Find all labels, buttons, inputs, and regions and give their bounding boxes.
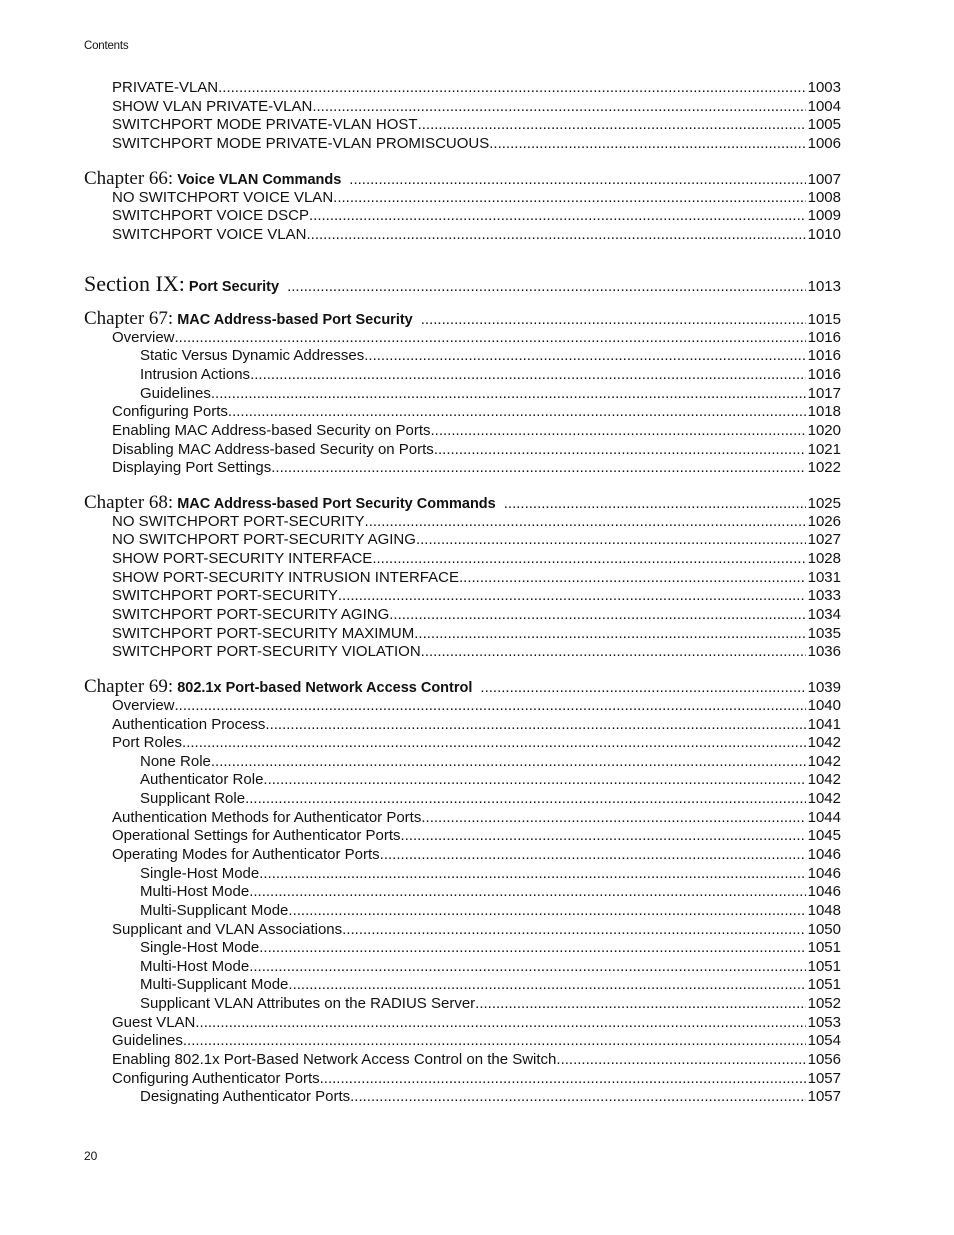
dot-leader — [414, 625, 805, 644]
dot-leader — [309, 207, 806, 226]
dot-leader — [338, 587, 806, 606]
toc-subentry[interactable] — [140, 883, 841, 902]
toc-subentry[interactable] — [140, 958, 841, 977]
toc-entry-page: 1051 — [807, 976, 841, 994]
toc-entry-title: SWITCHPORT PORT-SECURITY VIOLATION — [112, 643, 421, 661]
toc-entry[interactable] — [112, 98, 841, 117]
chapter-heading[interactable] — [84, 167, 841, 189]
toc-entry-title: Supplicant Role — [140, 790, 246, 808]
dot-leader — [416, 531, 806, 550]
toc-entry-title: SWITCHPORT PORT-SECURITY AGING — [112, 606, 390, 624]
chapter-heading[interactable] — [84, 310, 841, 329]
toc-entry-title: Multi-Supplicant Mode — [140, 901, 289, 919]
section-title: Port Security — [188, 279, 280, 296]
toc-entry-title: Static Versus Dynamic Addresses — [140, 347, 365, 365]
toc-entry-title: Single-Host Mode — [140, 864, 260, 882]
chapter-heading[interactable] — [84, 678, 841, 697]
dot-leader — [389, 606, 805, 625]
toc-entry-page: 1008 — [807, 188, 841, 206]
toc-entry-page: 1051 — [807, 957, 841, 975]
toc-entry-title: Disabling MAC Address-based Security on Ports — [112, 440, 434, 458]
dot-leader — [175, 697, 806, 716]
toc-entry-title: Guest VLAN — [112, 1013, 196, 1031]
dot-leader — [306, 226, 805, 245]
dot-leader — [434, 441, 806, 460]
chapter-title: Voice VLAN Commands — [177, 171, 342, 188]
toc-entry-title: Multi-Supplicant Mode — [140, 976, 289, 994]
toc-entry[interactable] — [112, 625, 841, 644]
dot-leader — [183, 1032, 806, 1051]
chapter-number: Chapter 66: — [84, 167, 174, 189]
toc-entry[interactable] — [112, 403, 841, 422]
dot-leader — [489, 135, 805, 154]
toc-entry-title: Multi-Host Mode — [140, 957, 250, 975]
toc-entry-page: 1046 — [807, 883, 841, 901]
toc-subentry[interactable] — [140, 902, 841, 921]
toc-entry[interactable] — [112, 550, 841, 569]
toc-entry-title: Displaying Port Settings — [112, 459, 272, 477]
toc-entry[interactable] — [112, 329, 841, 348]
toc-subentry[interactable] — [140, 995, 841, 1014]
dot-leader — [320, 1070, 806, 1089]
chapter-title: 802.1x Port-based Network Access Control — [177, 680, 473, 697]
toc-entry[interactable] — [112, 1032, 841, 1051]
toc-entry-title: Guidelines — [140, 384, 211, 402]
toc-entry-title: SWITCHPORT PORT-SECURITY MAXIMUM — [112, 624, 415, 642]
dot-leader — [421, 809, 805, 828]
toc-entry[interactable] — [112, 531, 841, 550]
toc-entry-title: SWITCHPORT VOICE VLAN — [112, 225, 307, 243]
dot-leader — [250, 366, 806, 385]
toc-entry-page: 1048 — [807, 901, 841, 919]
toc-entry-page: 1021 — [807, 440, 841, 458]
toc-entry-page: 1054 — [807, 1032, 841, 1050]
toc-entry-page: 1035 — [807, 624, 841, 642]
dot-leader — [418, 116, 806, 135]
toc-entry-title: Enabling 802.1x Port-Based Network Access Control on the Switch — [112, 1051, 557, 1069]
toc-entry-title: Multi-Host Mode — [140, 883, 250, 901]
toc-entry-title: Authenticator Role — [140, 771, 264, 789]
toc-entry[interactable] — [112, 79, 841, 98]
toc-entry-page: 1051 — [807, 939, 841, 957]
table-of-contents — [0, 79, 954, 1107]
chapter-page: 1025 — [807, 495, 841, 513]
toc-entry-page: 1010 — [807, 225, 841, 243]
toc-entry[interactable] — [112, 921, 841, 940]
toc-subentry[interactable] — [140, 385, 841, 404]
toc-entry-page: 1005 — [807, 116, 841, 134]
toc-entry-title: SWITCHPORT PORT-SECURITY — [112, 587, 338, 605]
toc-entry-page: 1053 — [807, 1013, 841, 1031]
toc-entry-page: 1042 — [807, 790, 841, 808]
toc-entry-page: 1028 — [807, 550, 841, 568]
toc-entry-title: Port Roles — [112, 734, 183, 752]
toc-entry-page: 1042 — [807, 752, 841, 770]
toc-entry-page: 1052 — [807, 995, 841, 1013]
toc-entry-title: SWITCHPORT MODE PRIVATE-VLAN HOST — [112, 116, 418, 134]
dot-leader — [480, 679, 805, 698]
toc-subentry[interactable] — [140, 771, 841, 790]
toc-entry[interactable] — [112, 1014, 841, 1033]
toc-entry-page: 1016 — [807, 366, 841, 384]
toc-entry-page: 1020 — [807, 421, 841, 439]
dot-leader — [372, 550, 805, 569]
toc-entry[interactable] — [112, 846, 841, 865]
toc-subentry[interactable] — [140, 865, 841, 884]
dot-leader — [421, 643, 806, 662]
toc-entry-title: SWITCHPORT MODE PRIVATE-VLAN PROMISCUOUS — [112, 134, 490, 152]
toc-entry[interactable] — [112, 1070, 841, 1089]
toc-entry[interactable] — [112, 606, 841, 625]
dot-leader — [211, 385, 806, 404]
toc-entry[interactable] — [112, 569, 841, 588]
toc-entry[interactable] — [112, 226, 841, 245]
toc-entry-title: PRIVATE-VLAN — [112, 79, 219, 96]
dot-leader — [431, 422, 806, 441]
toc-entry-page: 1056 — [807, 1051, 841, 1069]
section-heading[interactable] — [84, 271, 841, 297]
dot-leader — [175, 329, 806, 348]
toc-subentry[interactable] — [140, 939, 841, 958]
toc-entry-title: None Role — [140, 752, 211, 770]
toc-entry-page: 1009 — [807, 207, 841, 225]
toc-subentry[interactable] — [140, 790, 841, 809]
section-number: Section IX: — [84, 271, 185, 297]
toc-entry-page: 1040 — [807, 696, 841, 714]
toc-entry[interactable] — [112, 189, 841, 208]
toc-entry-page: 1031 — [807, 568, 841, 586]
toc-entry-title: Configuring Ports — [112, 403, 228, 421]
dot-leader — [271, 459, 805, 478]
dot-leader — [265, 716, 805, 735]
toc-entry-page: 1027 — [807, 531, 841, 549]
toc-entry-page: 1034 — [807, 606, 841, 624]
toc-entry-page: 1042 — [807, 734, 841, 752]
dot-leader — [249, 883, 805, 902]
toc-entry-title: Overview — [112, 696, 175, 714]
toc-entry-title: Authentication Methods for Authenticator Ports — [112, 808, 422, 826]
toc-entry[interactable] — [112, 697, 841, 716]
toc-entry[interactable] — [112, 587, 841, 606]
toc-entry-page: 1046 — [807, 846, 841, 863]
chapter-number: Chapter 68: — [84, 492, 174, 514]
toc-entry[interactable] — [112, 827, 841, 846]
toc-subentry[interactable] — [140, 366, 841, 385]
dot-leader — [245, 790, 806, 809]
dot-leader — [312, 98, 805, 117]
toc-entry-page: 1044 — [807, 808, 841, 826]
toc-entry-page: 1045 — [807, 827, 841, 845]
toc-entry[interactable] — [112, 459, 841, 478]
chapter-page: 1015 — [807, 311, 841, 329]
dot-leader — [364, 347, 805, 366]
toc-entry-page: 1026 — [807, 512, 841, 530]
chapter-number: Chapter 67: — [84, 308, 174, 330]
section-page: 1013 — [807, 278, 841, 296]
toc-entry-page: 1057 — [807, 1088, 841, 1106]
toc-entry-title: Enabling MAC Address-based Security on Ports — [112, 421, 431, 439]
dot-leader — [287, 278, 806, 297]
dot-leader — [333, 189, 805, 208]
dot-leader — [421, 311, 806, 330]
dot-leader — [342, 921, 805, 940]
dot-leader — [218, 79, 805, 98]
toc-entry-page: 1017 — [807, 384, 841, 402]
dot-leader — [380, 846, 806, 865]
toc-entry-page: 1057 — [807, 1069, 841, 1087]
toc-entry-title: NO SWITCHPORT PORT-SECURITY AGING — [112, 531, 416, 549]
dot-leader — [459, 569, 806, 588]
dot-leader — [249, 958, 805, 977]
toc-entry-page: 1003 — [807, 79, 841, 96]
toc-entry-page: 1016 — [807, 328, 841, 346]
toc-entry-title: Operational Settings for Authenticator Ports — [112, 827, 401, 845]
toc-entry-title: Overview — [112, 328, 175, 346]
toc-entry[interactable] — [112, 716, 841, 735]
toc-entry-page: 1006 — [807, 134, 841, 152]
dot-leader — [365, 513, 806, 532]
toc-entry-page: 1004 — [807, 97, 841, 115]
toc-subentry[interactable] — [140, 1088, 841, 1107]
dot-leader — [259, 939, 805, 958]
dot-leader — [401, 827, 806, 846]
running-header: Contents — [84, 40, 129, 52]
chapter-title: MAC Address-based Port Security Commands — [177, 496, 496, 513]
toc-entry-title: Supplicant VLAN Attributes on the RADIUS Server — [140, 995, 476, 1013]
toc-entry-page: 1046 — [807, 864, 841, 882]
toc-entry-title: Single-Host Mode — [140, 939, 260, 957]
chapter-title: MAC Address-based Port Security — [177, 312, 413, 329]
chapter-number: Chapter 69: — [84, 676, 174, 698]
toc-entry-page: 1033 — [807, 587, 841, 605]
toc-entry[interactable] — [112, 441, 841, 460]
toc-entry[interactable] — [112, 207, 841, 226]
dot-leader — [475, 995, 805, 1014]
toc-entry-page: 1041 — [807, 715, 841, 733]
dot-leader — [504, 495, 806, 514]
chapter-page: 1007 — [807, 170, 841, 188]
dot-leader — [259, 865, 805, 884]
toc-entry-title: SHOW VLAN PRIVATE-VLAN — [112, 97, 313, 115]
toc-entry-page: 1022 — [807, 459, 841, 477]
toc-entry-title: Configuring Authenticator Ports — [112, 1069, 320, 1087]
toc-subentry[interactable] — [140, 347, 841, 366]
toc-entry-title: SHOW PORT-SECURITY INTRUSION INTERFACE — [112, 568, 459, 586]
toc-entry-page: 1050 — [807, 920, 841, 938]
toc-entry-title: NO SWITCHPORT PORT-SECURITY — [112, 512, 365, 530]
dot-leader — [288, 976, 805, 995]
toc-entry-page: 1036 — [807, 643, 841, 661]
dot-leader — [182, 734, 806, 753]
page-number: 20 — [84, 1149, 98, 1163]
toc-entry[interactable] — [112, 116, 841, 135]
toc-entry-title: SHOW PORT-SECURITY INTERFACE — [112, 550, 373, 568]
dot-leader — [349, 171, 805, 190]
toc-entry-title: SWITCHPORT VOICE DSCP — [112, 207, 309, 225]
toc-entry[interactable] — [112, 734, 841, 753]
toc-entry[interactable] — [112, 135, 841, 154]
toc-entry-title: Guidelines — [112, 1032, 183, 1050]
toc-entry-title: Authentication Process — [112, 715, 266, 733]
dot-leader — [350, 1088, 806, 1107]
dot-leader — [195, 1014, 805, 1033]
toc-entry-title: Operating Modes for Authenticator Ports — [112, 846, 380, 863]
toc-entry-title: NO SWITCHPORT VOICE VLAN — [112, 188, 334, 206]
dot-leader — [228, 403, 806, 422]
chapter-heading[interactable] — [84, 494, 841, 513]
toc-entry-title: Supplicant and VLAN Associations — [112, 920, 343, 938]
toc-entry-title: Designating Authenticator Ports — [140, 1088, 351, 1106]
toc-entry-title: Intrusion Actions — [140, 366, 251, 384]
toc-entry[interactable] — [112, 513, 841, 532]
toc-entry[interactable] — [112, 643, 841, 662]
toc-subentry[interactable] — [140, 753, 841, 772]
dot-leader — [556, 1051, 805, 1070]
toc-entry-page: 1042 — [807, 771, 841, 789]
toc-entry[interactable] — [112, 1051, 841, 1070]
toc-entry[interactable] — [112, 809, 841, 828]
dot-leader — [211, 753, 806, 772]
toc-entry[interactable] — [112, 422, 841, 441]
dot-leader — [288, 902, 805, 921]
toc-entry-page: 1018 — [807, 403, 841, 421]
toc-entry-page: 1016 — [807, 347, 841, 365]
chapter-page: 1039 — [807, 679, 841, 697]
dot-leader — [263, 771, 805, 790]
toc-subentry[interactable] — [140, 976, 841, 995]
